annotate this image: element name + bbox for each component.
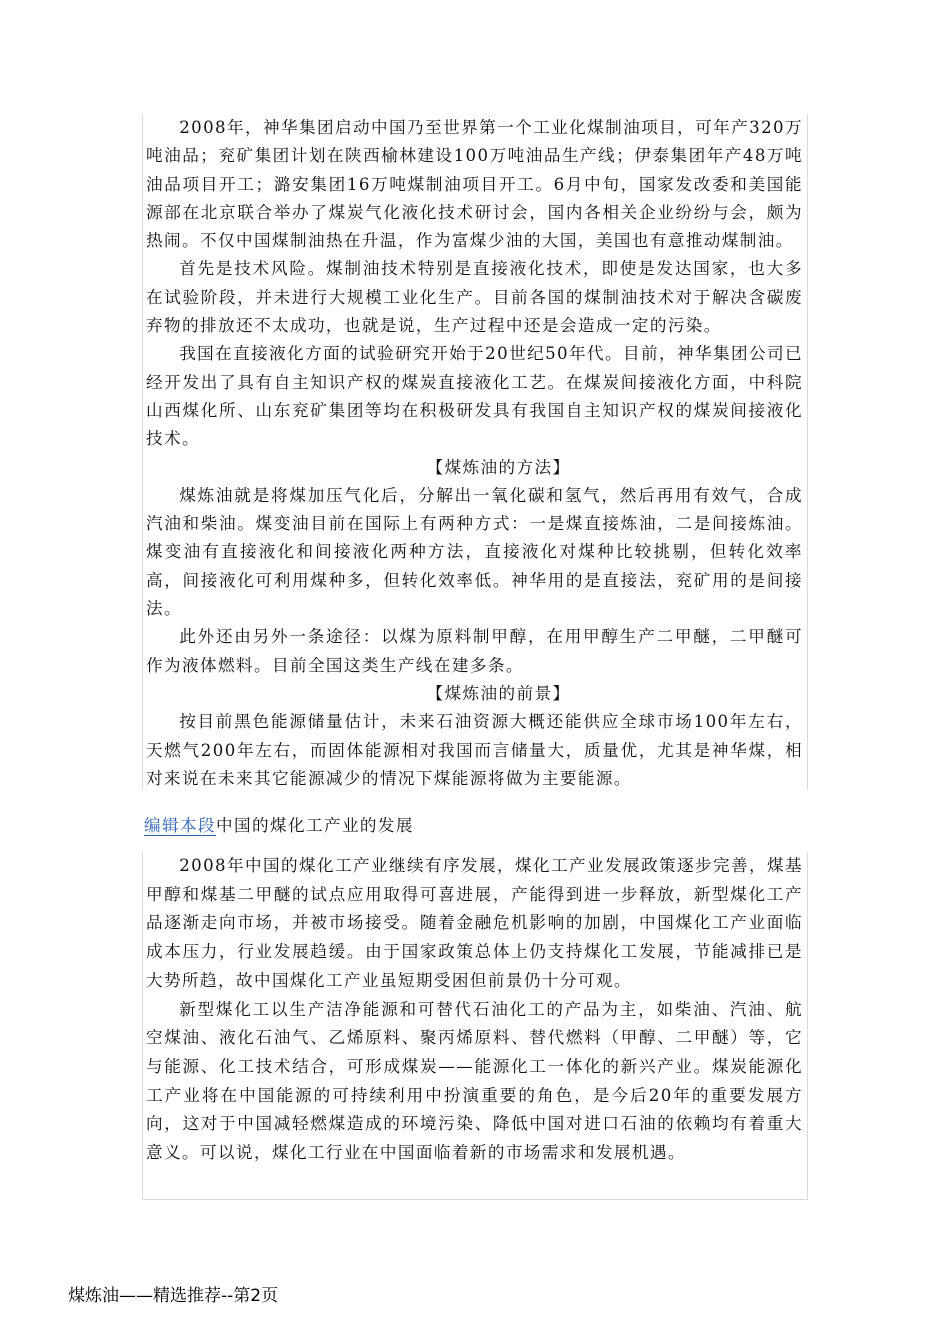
paragraph-methanol-route: 此外还由另外一条途径：以煤为原料制甲醇，在用甲醇生产二甲醚，二甲醚可作为液体燃料。目前全国这类生产线在建多条。: [146, 627, 803, 675]
paragraph-direct-liquefaction-research: 我国在直接液化方面的试验研究开始于20世纪50年代。目前，神华集团公司已经开发出了具有自主知识产权的煤炭直接液化工艺。在煤炭间接液化方面，中科院山西煤化所、山东兖矿集团等均在积极研发具有我国自主知识产权的煤炭间接液化技术。: [146, 344, 803, 449]
paragraph-method: 煤炼油就是将煤加压气化后，分解出一氧化碳和氢气，然后再用有效气，合成汽油和柴油。煤变油目前在国际上有两种方式：一是煤直接炼油，二是间接炼油。煤变油有直接液化和间接液化两种方法，直接液化对煤种比较挑剔，但转化效率高，间接液化可利用煤种多，但转化效率低。神华用的是直接法，兖矿用的是间接法。: [146, 485, 803, 619]
heading-prospect: 【煤炼油的前景】: [426, 683, 571, 703]
edit-section-link[interactable]: 编辑本段: [144, 816, 216, 835]
paragraph-coal-chemical-2008: 2008年中国的煤化工产业继续有序发展，煤化工产业发展政策逐步完善，煤基甲醇和煤基二甲醚的试点应用取得可喜进展，产能得到进一步释放，新型煤化工产品逐渐走向市场，并被市场接受。随着金融危机影响的加剧，中国煤化工产业面临成本压力，行业发展趋缓。由于国家政策总体上仍支持煤化工发展，节能减排已是大势所趋，故中国煤化工产业虽短期受困但前景仍十分可观。: [146, 856, 803, 990]
heading-method: 【煤炼油的方法】: [426, 457, 571, 477]
paragraph-new-coal-chemical: 新型煤化工以生产洁净能源和可替代石油化工的产品为主，如柴油、汽油、航空煤油、液化石油气、乙烯原料、聚丙烯原料、替代燃料（甲醇、二甲醚）等，它与能源、化工技术结合，可形成煤炭——能源化工一体化的新兴产业。煤炭能源化工产业将在中国能源的可持续利用中扮演重要的角色，是今后20年的重要发展方向，这对于中国减轻燃煤造成的环境污染、降低中国对进口石油的依赖均有着重大意义。可以说，煤化工行业在中国面临着新的市场需求和发展机遇。: [146, 999, 803, 1163]
paragraph-prospect: 按目前黑色能源储量估计，未来石油资源大概还能供应全球市场100年左右，天燃气200年左右，而固体能源相对我国而言储量大，质量优，尤其是神华煤，相对来说在未来其它能源减少的情况下煤能源将做为主要能源。: [146, 712, 803, 788]
page-footer: 煤炼油——精选推荐--第2页: [68, 1286, 279, 1306]
paragraph-technical-risk: 首先是技术风险。煤制油技术特别是直接液化技术，即使是发达国家，也大多在试验阶段，并未进行大规模工业化生产。目前各国的煤制油技术对于解决含碳废弃物的排放还不太成功，也就是说，生产过程中还是会造成一定的污染。: [146, 259, 803, 336]
article-block-upper: [142, 114, 808, 790]
section-title: 中国的煤化工产业的发展: [215, 816, 414, 835]
paragraph-shenhua-2008: 2008年，神华集团启动中国乃至世界第一个工业化煤制油项目，可年产320万吨油品；兖矿集团计划在陕西榆林建设100万吨油品生产线；伊泰集团年产48万吨油品项目开工；潞安集团16万吨煤制油项目开工。6月中旬，国家发改委和美国能源部在北京联合举办了煤炭气化液化技术研讨会，国内各相关企业纷纷与会，颇为热闹。不仅中国煤制油热在升温，作为富煤少油的大国，美国也有意推动煤制油。: [146, 118, 803, 251]
section-heading: [144, 812, 414, 840]
article-block-lower: [142, 852, 808, 1200]
